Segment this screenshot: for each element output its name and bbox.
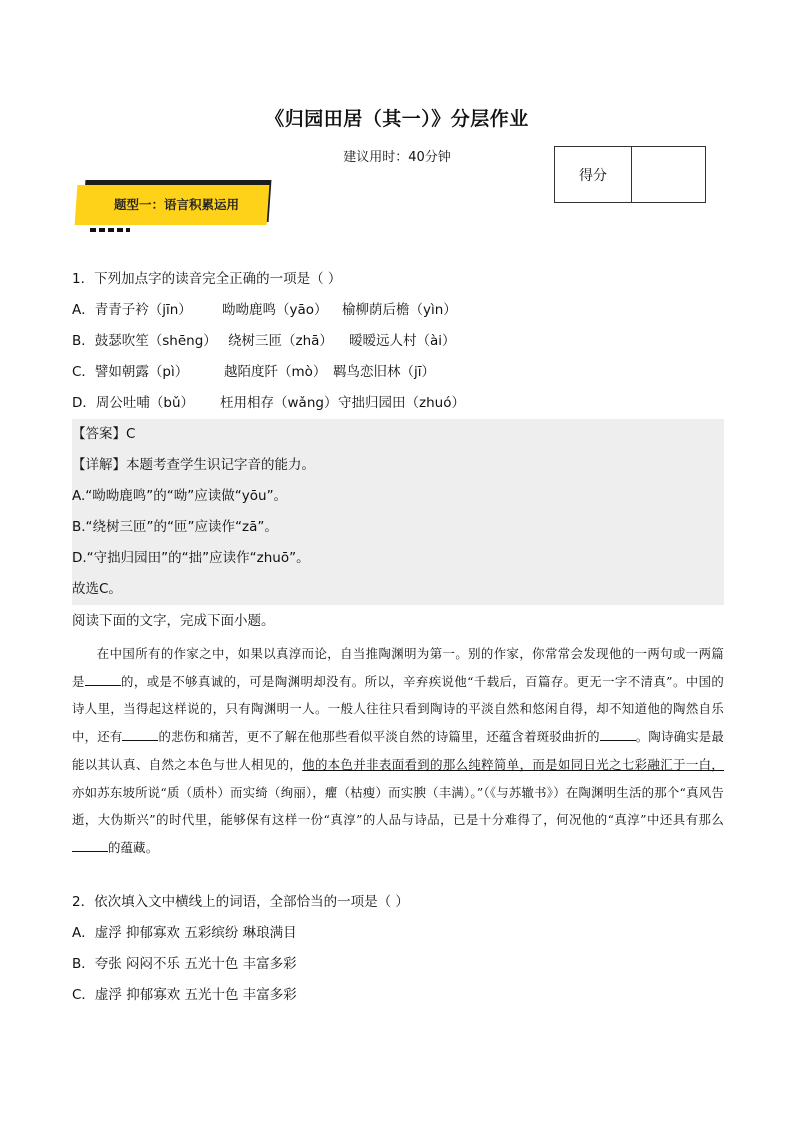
reading-intro: 阅读下面的文字，完成下面小题。 bbox=[72, 613, 275, 629]
reading-intro-wrap bbox=[72, 606, 724, 637]
passage-text: 亦如苏东坡所说“质（质朴）而实绮（绚丽），癯（枯瘦）而实腴（丰满）。”（《与苏辙书》）在陶渊明生活的那个“真风告逝，大伪斯兴”的时代里，能够保有这样一份“真淳”的人品与诗品，已是十分难得了，何况他的“真淳”中还具有那么 bbox=[72, 784, 724, 828]
question-2 bbox=[72, 887, 724, 1011]
q2-option-a: A．虚浮 抑郁寡欢 五彩缤纷 琳琅满目 bbox=[72, 925, 297, 941]
section-label: 题型一：语言积累运用 bbox=[114, 197, 240, 212]
answer-explanation bbox=[72, 419, 724, 605]
answer: 【答案】C bbox=[72, 426, 136, 442]
passage-text: 的，或是不够真诚的，可是陶渊明却没有。所以，辛弃疾说他“千载后，百篇存。更无一字不清真”。中国的诗人里，当得起这样说的，只有陶渊明一人。一般人往往只看到陶诗的平淡自然和悠闲自得，却不知道他的陶然自乐中，还有 bbox=[72, 673, 724, 745]
option-part: 榆柳荫后檐（yìn） bbox=[342, 302, 457, 318]
suggested-time: 建议用时：40分钟 bbox=[343, 150, 451, 165]
page-title: 《归园田居（其一）》分层作业 bbox=[265, 108, 529, 130]
reading-passage bbox=[72, 640, 724, 862]
passage-text: 在中国所有的作家之中，如果以真淳而论，自当推陶渊明为第一。别的作家，你常常会发现他的一两句或一两篇是 bbox=[72, 646, 724, 689]
passage-text: 的悲伤和痛苦，更不了解在他那些看似平淡自然的诗篇里，还蕴含着斑驳曲折的 bbox=[158, 729, 600, 745]
option-part: 暧暧远人村（ài） bbox=[349, 333, 456, 349]
section-banner bbox=[76, 180, 276, 228]
detail: 【详解】本题考查学生识记字音的能力。 bbox=[72, 457, 315, 473]
option-part: 羁鸟恋旧林（jī） bbox=[333, 364, 436, 380]
passage-text: 的蕴藏。 bbox=[108, 839, 159, 855]
score-box bbox=[554, 146, 706, 203]
fill-blank-3 bbox=[600, 728, 636, 741]
option-part: 守拙归园田（zhuó） bbox=[338, 395, 465, 411]
q1-option-b bbox=[72, 326, 724, 357]
banner-dots bbox=[90, 228, 130, 232]
note-b: B.“绕树三匝”的“匝”应读作“zā”。 bbox=[72, 519, 278, 535]
score-blank bbox=[632, 147, 705, 202]
note-d: D.“守拙归园田”的“拙”应读作“zhuō”。 bbox=[72, 550, 310, 566]
option-part: B．鼓瑟吹笙（shēng） bbox=[72, 333, 217, 349]
passage-text: 。陶诗确实是最能以其认真、自然之本色与世人相见的， bbox=[72, 729, 724, 772]
fill-blank-4 bbox=[72, 839, 108, 852]
option-part: A．青青子衿（jīn） bbox=[72, 302, 192, 318]
option-part: 枉用相存（wǎng） bbox=[220, 395, 338, 411]
passage-paragraph bbox=[72, 640, 724, 862]
q2-option-c: C．虚浮 抑郁寡欢 五光十色 丰富多彩 bbox=[72, 987, 297, 1003]
option-part: 绕树三匝（zhā） bbox=[228, 333, 333, 349]
underlined-sentence: 他的本色并非表面看到的那么纯粹简单，而是如同日光之七彩融汇于一白， bbox=[302, 756, 724, 772]
fill-blank-2 bbox=[122, 728, 158, 741]
option-part: 越陌度阡（mò） bbox=[224, 364, 327, 380]
q1-option-c bbox=[72, 357, 724, 388]
question-1 bbox=[72, 264, 724, 419]
fill-blank-1 bbox=[85, 673, 121, 686]
option-part: 呦呦鹿鸣（yāo） bbox=[222, 302, 328, 318]
q1-option-d bbox=[72, 388, 724, 419]
note-conclusion: 故选C。 bbox=[72, 581, 122, 597]
q1-option-a bbox=[72, 295, 724, 326]
option-part: C．譬如朝露（pì） bbox=[72, 364, 189, 380]
q2-option-b: B．夸张 闷闷不乐 五光十色 丰富多彩 bbox=[72, 956, 297, 972]
question-2-stem: 2．依次填入文中横线上的词语，全部恰当的一项是（ ） bbox=[72, 894, 409, 910]
option-part: D．周公吐哺（bǔ） bbox=[72, 395, 195, 411]
note-a: A.“呦呦鹿鸣”的“呦”应读做“yōu”。 bbox=[72, 488, 288, 504]
question-1-stem: 1．下列加点字的读音完全正确的一项是（ ） bbox=[72, 271, 342, 287]
score-label: 得分 bbox=[555, 147, 632, 202]
